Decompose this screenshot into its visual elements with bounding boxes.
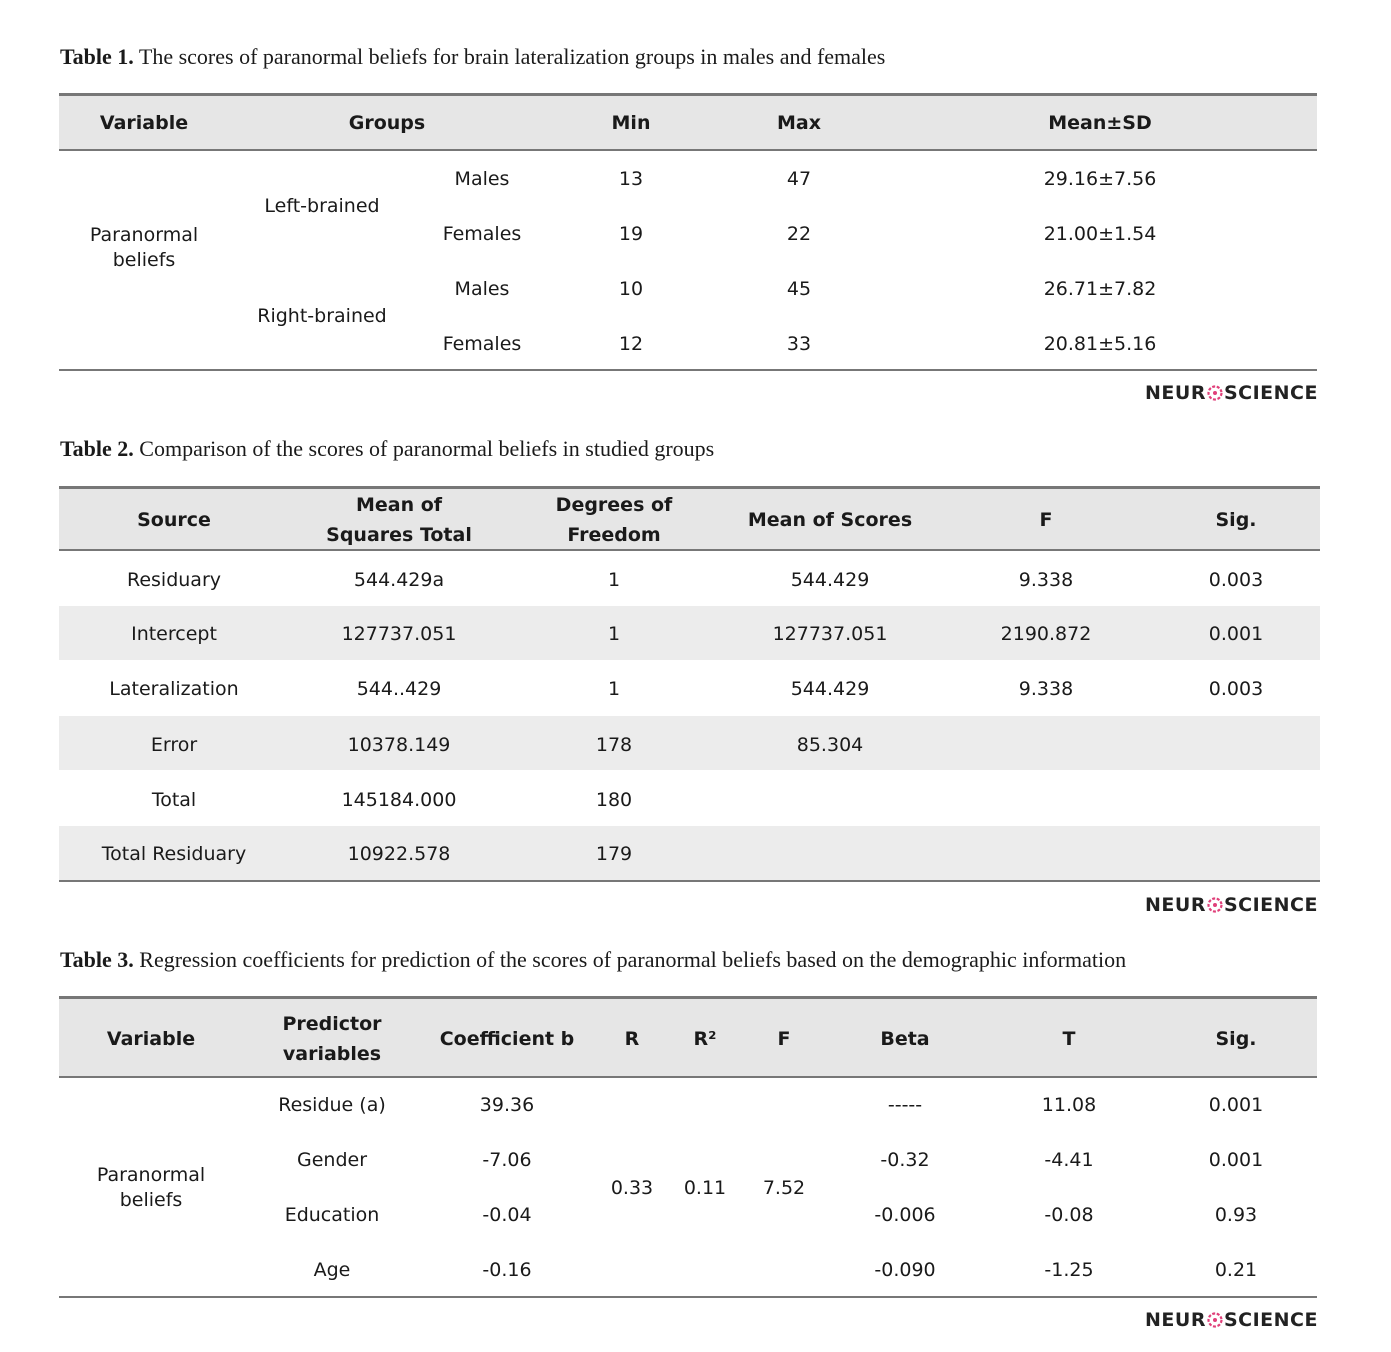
brain-icon [1207, 1312, 1223, 1328]
brain-icon [1207, 897, 1223, 913]
table2-header-f: F [1039, 509, 1053, 531]
table1-variable-line2: beliefs [112, 249, 176, 271]
table3-header-predictor [282, 1009, 381, 1069]
table1-variable-line1: Paranormal [89, 224, 199, 246]
table2-header-squares-line1: Mean of [355, 494, 443, 516]
table2-caption-label: Table 2. [60, 436, 134, 461]
table1-cell-max: 22 [786, 223, 812, 245]
table2-cell-source: Lateralization [109, 678, 239, 700]
table2-header-band [59, 486, 1320, 550]
table1-header-max: Max [777, 112, 821, 134]
table2-row-band [59, 716, 1320, 770]
table3-header-f: F [777, 1028, 791, 1050]
table1-header-min: Min [611, 112, 651, 134]
table2-header-squares [326, 490, 472, 550]
table1-group-right: Right-brained [257, 305, 387, 327]
table1-cell-max: 47 [786, 168, 812, 190]
table3-variable-line2: beliefs [119, 1189, 183, 1211]
logo-prefix: NEUR [1145, 382, 1206, 404]
table2-header-squares-line2: Squares Total [326, 524, 472, 546]
table3-r2-value: 0.11 [683, 1177, 727, 1199]
table1-cell-min: 12 [618, 333, 644, 355]
table2-cell-mean: 544.429 [790, 569, 870, 591]
table1-caption [60, 44, 885, 70]
logo-prefix: NEUR [1145, 894, 1206, 916]
table3-cell-t: -1.25 [1044, 1259, 1094, 1281]
table3-header-r: R [624, 1028, 640, 1050]
table2-caption-text: Comparison of the scores of paranormal beliefs in studied groups [133, 436, 715, 461]
table3-cell-predictor: Education [284, 1204, 380, 1226]
table1-cell-mean: 29.16±7.56 [1043, 168, 1157, 190]
table3-header-r2: R² [693, 1028, 717, 1050]
table3-r-value: 0.33 [610, 1177, 654, 1199]
table1-cell-min: 10 [618, 278, 644, 300]
table2-cell-mean: 544.429 [790, 678, 870, 700]
table3-header-t: T [1062, 1028, 1076, 1050]
table1-cell-max: 45 [786, 278, 812, 300]
table2-cell-squares: 10378.149 [347, 734, 451, 756]
table2-cell-squares: 10922.578 [347, 843, 451, 865]
table2-cell-sig: 0.003 [1208, 569, 1264, 591]
table3-header-sig: Sig. [1215, 1028, 1257, 1050]
table3-cell-t: -0.08 [1044, 1204, 1094, 1226]
table3-cell-predictor: Gender [296, 1149, 368, 1171]
table3-caption-label: Table 3. [60, 947, 134, 972]
neuroscience-logo [1145, 382, 1318, 404]
table1-cell-mean: 21.00±1.54 [1043, 223, 1157, 245]
table2-header-source: Source [137, 509, 211, 531]
table3-cell-beta: -0.006 [874, 1204, 936, 1226]
table3-header-predictor-line1: Predictor [282, 1013, 382, 1035]
table2-header-mean-scores: Mean of Scores [747, 509, 913, 531]
table1-header-mean: Mean±SD [1048, 112, 1152, 134]
table2-cell-source: Total Residuary [101, 843, 247, 865]
table2-caption [60, 436, 714, 462]
table2-cell-df: 1 [607, 678, 621, 700]
table3-cell-sig: 0.93 [1214, 1204, 1258, 1226]
table2-cell-source: Error [150, 734, 198, 756]
table2-row-band [59, 606, 1320, 660]
table2-top-rule [59, 486, 1320, 489]
table3-cell-beta: ----- [887, 1094, 923, 1116]
table3-cell-t: 11.08 [1041, 1094, 1097, 1116]
table1-caption-text: The scores of paranormal beliefs for brain lateralization groups in males and females [133, 44, 886, 69]
table3 [59, 996, 1317, 1300]
table3-f-value: 7.52 [762, 1177, 806, 1199]
table1-header-groups: Groups [348, 112, 426, 134]
table2-cell-squares: 544..429 [356, 678, 442, 700]
table1 [59, 93, 1317, 373]
table1-group-left: Left-brained [264, 195, 380, 217]
table2-cell-sig: 0.003 [1208, 678, 1264, 700]
table1-top-rule [59, 93, 1317, 96]
table2-cell-squares: 127737.051 [341, 623, 457, 645]
table2-cell-sig: 0.001 [1208, 623, 1264, 645]
table2-cell-f: 9.338 [1018, 678, 1074, 700]
table2-cell-f: 2190.872 [1000, 623, 1092, 645]
table3-caption-text: Regression coefficients for prediction of the scores of paranormal beliefs based on the demographic information [133, 947, 1127, 972]
table2-header-df [556, 490, 673, 550]
table1-cell-min: 13 [618, 168, 644, 190]
table1-variable [90, 223, 198, 273]
logo-suffix: SCIENCE [1223, 894, 1318, 916]
table3-cell-t: -4.41 [1044, 1149, 1094, 1171]
table3-cell-predictor: Age [313, 1259, 351, 1281]
table1-caption-label: Table 1. [60, 44, 134, 69]
neuroscience-logo [1145, 894, 1318, 916]
table1-cell-sex: Males [454, 168, 510, 190]
table3-cell-predictor: Residue (a) [278, 1094, 386, 1116]
table1-cell-sex: Females [442, 333, 522, 355]
table2-cell-df: 1 [607, 623, 621, 645]
table3-variable-line1: Paranormal [96, 1164, 206, 1186]
table3-cell-coef: 39.36 [479, 1094, 535, 1116]
table2-cell-source: Residuary [126, 569, 222, 591]
table1-header-variable: Variable [99, 112, 189, 134]
table3-header-rule [59, 1076, 1317, 1078]
table2-header-sig: Sig. [1215, 509, 1257, 531]
table1-cell-max: 33 [786, 333, 812, 355]
table3-header-predictor-line2: variables [282, 1043, 382, 1065]
logo-suffix: SCIENCE [1223, 1309, 1318, 1331]
table3-bottom-rule [59, 1296, 1317, 1298]
table2-cell-df: 1 [607, 569, 621, 591]
table3-caption [60, 947, 1126, 973]
table3-header-coef: Coefficient b [439, 1028, 575, 1050]
table2-cell-df: 179 [595, 843, 633, 865]
table1-bottom-rule [59, 369, 1317, 371]
table1-cell-min: 19 [618, 223, 644, 245]
table3-header-band [59, 996, 1317, 1077]
table3-header-beta: Beta [880, 1028, 930, 1050]
brain-icon [1207, 385, 1223, 401]
neuroscience-logo [1145, 1309, 1318, 1331]
table2-header-df-line2: Freedom [567, 524, 661, 546]
table2-cell-mean: 85.304 [796, 734, 864, 756]
table3-cell-coef: -0.16 [482, 1259, 532, 1281]
table2-header-rule [59, 549, 1320, 551]
table1-header-rule [59, 149, 1317, 151]
table2-cell-source: Intercept [131, 623, 217, 645]
table3-cell-beta: -0.090 [874, 1259, 936, 1281]
table1-cell-mean: 20.81±5.16 [1043, 333, 1157, 355]
table1-cell-mean: 26.71±7.82 [1043, 278, 1157, 300]
table3-cell-sig: 0.21 [1214, 1259, 1258, 1281]
table3-top-rule [59, 996, 1317, 999]
table2-cell-squares: 145184.000 [341, 789, 457, 811]
table2-cell-source: Total [151, 789, 197, 811]
table3-cell-coef: -0.04 [482, 1204, 532, 1226]
table2-cell-f: 9.338 [1018, 569, 1074, 591]
table3-variable [97, 1163, 205, 1213]
table2-row-band [59, 826, 1320, 880]
logo-suffix: SCIENCE [1223, 382, 1318, 404]
table2 [59, 486, 1320, 886]
table1-cell-sex: Males [454, 278, 510, 300]
table3-cell-sig: 0.001 [1208, 1094, 1264, 1116]
table3-header-variable: Variable [106, 1028, 196, 1050]
table2-bottom-rule [59, 880, 1320, 882]
table3-cell-coef: -7.06 [482, 1149, 532, 1171]
table2-cell-df: 180 [595, 789, 633, 811]
table2-cell-df: 178 [595, 734, 633, 756]
table2-cell-squares: 544.429a [353, 569, 445, 591]
table2-cell-mean: 127737.051 [772, 623, 888, 645]
table1-cell-sex: Females [442, 223, 522, 245]
table3-cell-sig: 0.001 [1208, 1149, 1264, 1171]
logo-prefix: NEUR [1145, 1309, 1206, 1331]
table2-header-df-line1: Degrees of [555, 494, 673, 516]
table3-cell-beta: -0.32 [880, 1149, 930, 1171]
